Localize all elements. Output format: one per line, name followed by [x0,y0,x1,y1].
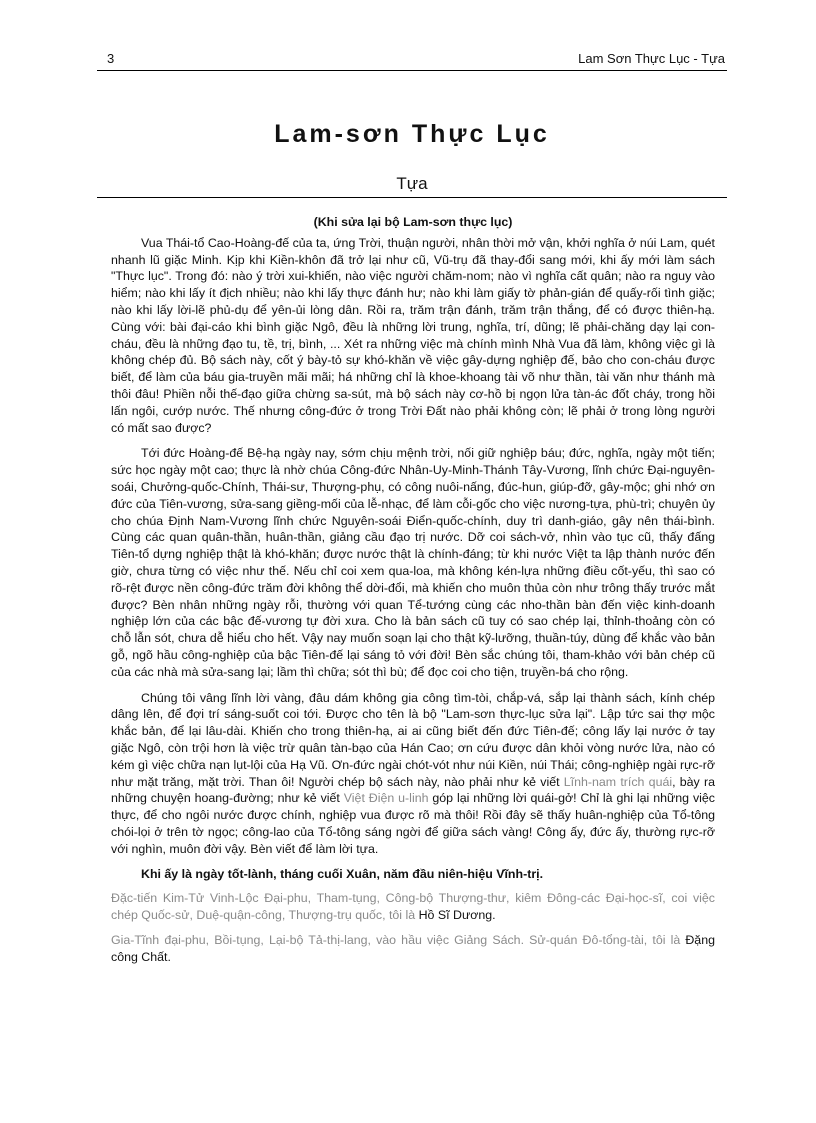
signature-2 [111,932,715,966]
book-reference-linh-nam: Lĩnh-nam trích quái [563,774,673,789]
section-title: Tựa [396,174,428,193]
title-divider [97,197,727,198]
paragraph-3-text-a: Chúng tôi vâng lĩnh lời vàng, đâu dám không gia công tìm-tòi, chắp-vá, sắp lại thành sách, kính chép dâng lên, để đợi trí sáng-suốt coi tới. Được cho tên là bộ "Lam-sơn thực-lục sửa lại". Lập tức sai thợ mộc khắc bản, để lại lâu-dài. Khiến cho trong thiên-hạ, ai ai cũng biết đến đức Tiên-đế; công lấy lại nước ở tay giặc Ngô, còn trội hơn là việc trừ quân tàn-bạo của Hán Cao; ơn cứu được dân khỏi vòng nước lửa, nào có kém gì việc chữa nạn lụt-lội của Hạ Vũ. Ơn-đức ngài chót-vót như núi Kiền, núi Thái; công-nghiệp ngài rực-rỡ như mặt trăng, mặt trời. Than ôi! Người chép bộ sách này, nào phải như kẻ viết [111,690,715,789]
signature-1-titles: Đặc-tiến Kim-Tử Vinh-Lộc Đại-phu, Tham-tụng, Công-bộ Thượng-thư, kiêm Đông-các Đại-học-sĩ, coi việc chép Quốc-sử, Duệ-quận-công, Thượng-trụ quốc, tôi là [111,891,715,923]
running-header [97,48,727,71]
paragraph-1: Vua Thái-tổ Cao-Hoàng-đế của ta, ứng Trời, thuận người, nhân thời mở vận, khởi nghĩa ở núi Lam, quét nhanh lũ giặc Minh. Kịp khi Kiền-khôn đã trở lại như cũ, Vũ-trụ đã thay-đổi sang mới, khi ấy mới làm sách "Thực lục". Trong đó: nào ý trời xui-khiến, nào việc người chăm-nom; nào vì nghĩa cất quân; nào ra nguy vào hiểm; nào khi lấy ít địch nhiều; nào khi lấy thực đánh hư; nào khi làm giấy tờ phản-gián để quấy-rối tình giặc; nào khi lấy lời-lẽ phủ-dụ để yên-ủi lòng dân. Rồi ra, trăm trận đánh, trăm trận thắng, để có được thiên-hạ. Cùng với: bài đại-cáo khi bình giặc Ngô, đều là những lời trung, nghĩa, trí, dũng; lẽ phải-chăng dạy lại con-cháu, đều là những đạo tu, tề, trị, bình, ... Xét ra những việc mà chính mình Nhà Vua đã làm, không việc gì là không chép đủ. Bộ sách này, cốt ý bày-tỏ sự khó-khăn về việc gây-dựng nghiệp đế, bảo cho con-cháu được biết, để làm của báu gia-truyền mãi mãi; há những chỉ là khoe-khoang tài võ như thần, tài văn như thánh mà thôi đâu! Phiền nỗi thế-đạo giữa chừng sa-sút, mà bộ sách này cơ-hồ bị ngọn lửa tàn-ác đốt cháy, trong hồi lấn ngôi, cướp nước. Thế nhưng công-đức ở trong Trời Đất nào phải không còn; lẽ phải ở trong lòng người có mất sao được? [111,235,715,435]
signature-1 [111,890,715,924]
document-title: Lam-sơn Thực Lục [274,120,550,148]
signature-2-name: Đặng công Chất. [111,932,715,964]
document-body [111,214,715,973]
paragraph-2: Tới đức Hoàng-đế Bệ-hạ ngày nay, sớm chịu mệnh trời, nối giữ nghiệp báu; đức, nghĩa, ngày một tiến; sức học ngày một cao; thực là nhờ chúa Công-đức Nhân-Uy-Minh-Thánh Tây-Vương, lĩnh chức Đại-nguyên-soái, Chưởng-quốc-Chính, Thái-sư, Thượng-phụ, có công nuôi-nấng, đúc-hun, giúp-đỡ, gây-mộc; ghi nhớ ơn đức của Tiên-vương, sửa-sang giềng-mối của lễ-nhạc, để làm cỗi-gốc cho việc nương-tựa, phù-trì; chuyên ủy cho chúa Định Nam-Vương lĩnh chức Nguyên-soái Điển-quốc-chính, duy trì danh-giáo, gây nên thái-bình. Cùng các quan quân-thần, huân-thần, giảng cầu đạo trị nước. Dỡ coi sách-vở, nhìn vào tục cũ, thấy đấng Tiên-tổ dựng nghiệp thật là khó-khăn; được nước thật là chính-đáng; từ khi nước Việt ta lập thành nước đến giờ, chưa từng có việc như thế. Nếu chỉ coi xem qua-loa, mà không kén-lựa những điều cốt-yếu, thì sao có rõ-rệt được nền công-đức trăm đời không thể dời-đổi, mà khiến cho muôn thủa còn như trông thấy trước mắt được? Bèn nhân những ngày rỗi, thường với quan Tể-tướng cùng các nho-thần bàn đến việc kinh-doanh nghiệp lớn của các bậc đế-vương tự đời xưa. Cho là bản sách cũ tuy có sao chép lại, thỉnh-thoảng còn có chỗ lẫn sót, chưa dễ hiểu cho hết. Vậy nay muốn soạn lại cho thật kỹ-lưỡng, thuần-túy, dùng để khắc vào bản gỗ, ngõ hầu công-nghiệp của bậc Tiên-đế lại sáng tỏ với đời! Bèn sắc chúng tôi, tham-khảo với bản chép cũ của các nhà mà sửa-sang lại; lầm thì chữa; sót thì bù; để đọc coi cho tiện, truyền-bá cho rộng. [111,446,715,679]
paragraph-3-text-c: góp lại những lời quái-gở! Chỉ là ghi lại những việc thực, để cho ngôi nước được chính, nghiệp vua được rõ mà thôi! Rồi đây sẽ thấy huân-nghiệp của Tổ-tông chói-lọi ở trên tờ ngọc; công-lao của Tổ-tông sáng ngời để giữa sách vàng! Công ấy, đức ấy, thường rực-rỡ với nghìn, muôn đời vậy. Bèn viết để làm lời tựa. [111,791,715,856]
book-reference-viet-dien: Việt Điện u-linh [343,791,429,806]
signature-1-name: Hồ Sĩ Dương. [418,908,496,923]
preface-subtitle: (Khi sửa lại bộ Lam-sơn thực lục) [313,215,513,229]
paragraph-3-text-b: , bày ra những chuyện hoang-đường; như kẻ viết [111,774,715,806]
running-title: Lam Sơn Thực Lục - Tựa [578,51,725,66]
signature-2-titles: Gia-Tĩnh đại-phu, Bồi-tụng, Lại-bộ Tả-thị-lang, vào hầu việc Giảng Sách. Sử-quán Đô-tổng-tài, tôi là [111,932,681,947]
closing-date-line: Khi ấy là ngày tốt-lành, tháng cuối Xuân, năm đầu niên-hiệu Vĩnh-trị. [141,867,544,882]
paragraph-3 [111,690,715,858]
page-number: 3 [107,51,115,66]
